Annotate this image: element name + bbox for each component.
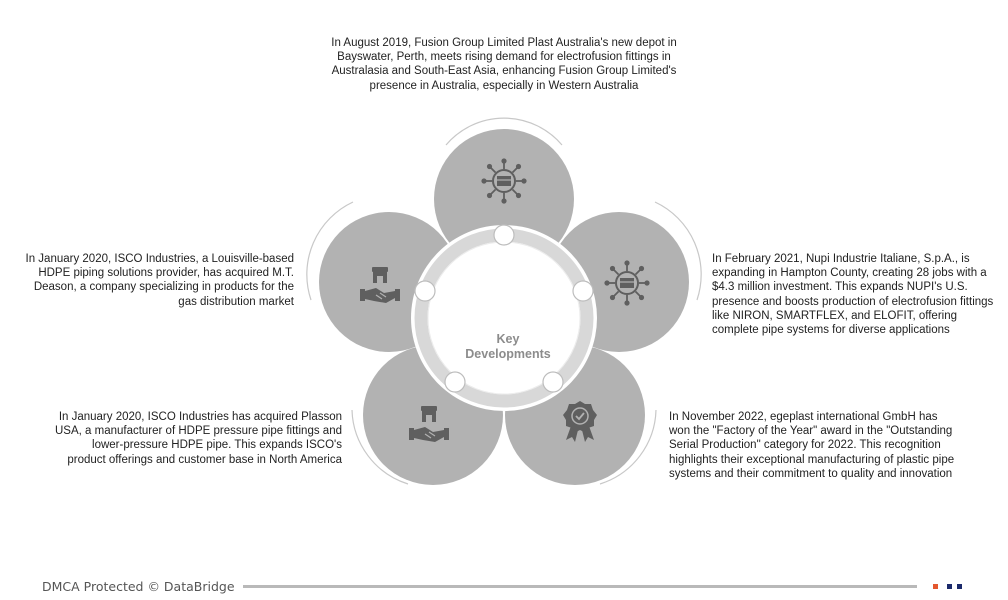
footer-dot-navy-2 — [957, 584, 962, 589]
center-title — [448, 332, 568, 362]
boxes-distribution-icon — [481, 158, 526, 203]
connector-bottom-right — [543, 372, 563, 392]
footer-divider — [243, 585, 917, 588]
connector-left — [415, 281, 435, 301]
footer-dot-orange — [933, 584, 938, 589]
boxes-distribution-icon — [604, 260, 649, 305]
connector-top — [494, 225, 514, 245]
connector-bottom-left — [445, 372, 465, 392]
footer-copyright: DMCA Protected © DataBridge — [42, 579, 235, 594]
center-title-line1: Key — [496, 332, 520, 346]
center-title-line2: Developments — [465, 347, 551, 361]
connector-right — [573, 281, 593, 301]
footer-dot-navy-1 — [947, 584, 952, 589]
center-disc — [411, 225, 597, 411]
development-note-left: In January 2020, ISCO Industries, a Louisville-based HDPE piping solutions provider, has acquired M.T. Deason, a company specializing in products for the gas distribution market — [25, 253, 294, 308]
development-note-top: In August 2019, Fusion Group Limited Plast Australia's new depot in Bayswater, Perth, meets rising demand for electrofusion fittings in Australasia and South-East Asia, enhancing Fusion Group Limited's presence in Australia, especially in Western Australia — [331, 37, 677, 92]
development-note-bottom-left: In January 2020, ISCO Industries has acquired Plasson USA, a manufacturer of HDPE pressure pipe fittings and lower-pressure HDPE pipe. This expands ISCO's product offerings and customer base in North America — [54, 411, 342, 466]
development-note-right: In February 2021, Nupi Industrie Italiane, S.p.A., is expanding in Hampton County, creating 28 jobs with a $4.3 million investment. This expands NUPI's U.S. presence and boosts production of electrofusion fittings like NIRON, SMARTFLEX, and ELOFIT, offering complete pipe systems for diverse applications — [712, 253, 994, 337]
development-note-bottom-right: In November 2022, egeplast international GmbH has won the "Factory of the Year" award in the "Outstanding Serial Production" category for 2022. This recognition highlights their exceptional manufacturing of plastic pipe systems and their commitment to quality and innovation — [669, 411, 955, 480]
